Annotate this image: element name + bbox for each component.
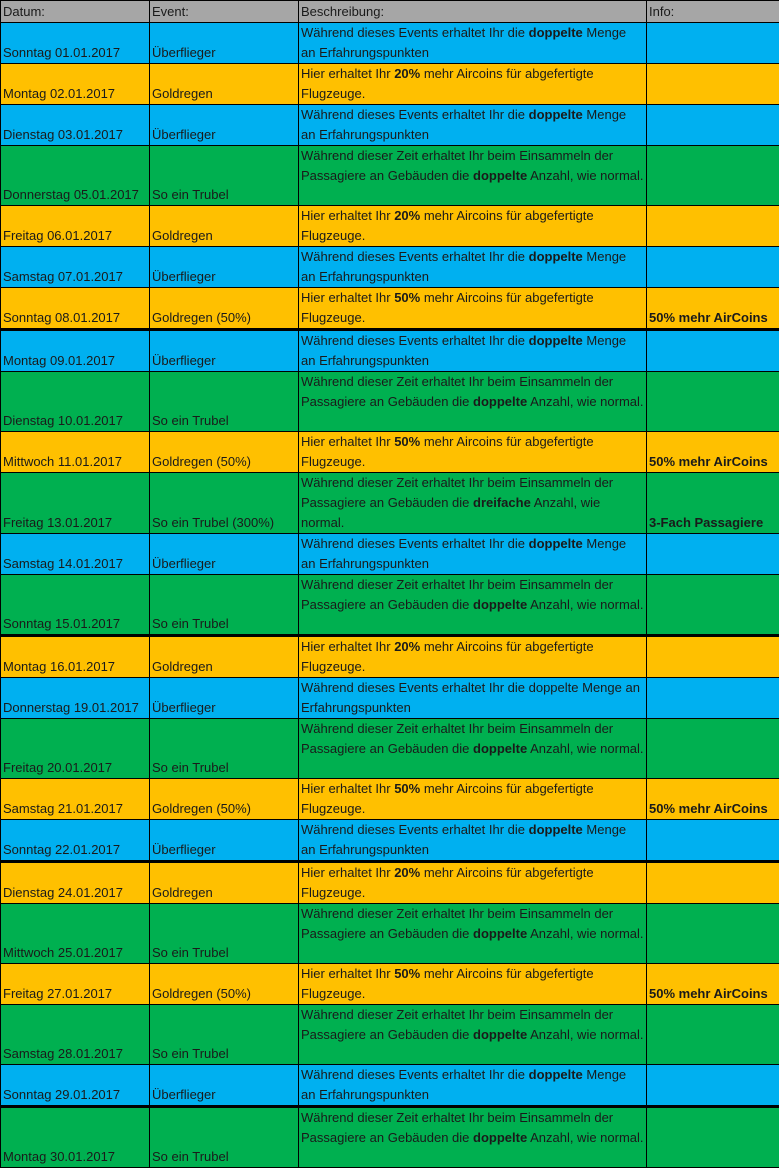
description-cell[interactable] (299, 575, 647, 636)
description-text: Hier erhaltet Ihr (301, 434, 394, 449)
description-text: Anzahl, wie normal. (527, 1027, 643, 1042)
date-cell[interactable]: Montag 30.01.2017 (1, 1107, 150, 1168)
description-text: Während dieser Zeit erhaltet Ihr beim Einsammeln der Passagiere an Gebäuden die (301, 475, 613, 510)
description-cell[interactable] (299, 432, 647, 473)
date-cell[interactable]: Mittwoch 25.01.2017 (1, 904, 150, 964)
description-text: Anzahl, wie normal. (527, 168, 643, 183)
info-cell[interactable]: 50% mehr AirCoins (647, 432, 779, 473)
description-highlight: doppelte (529, 1067, 583, 1082)
date-cell[interactable]: Montag 09.01.2017 (1, 330, 150, 372)
description-text: Während dieses Events erhaltet Ihr die (301, 333, 529, 348)
description-cell[interactable] (299, 64, 647, 105)
description-cell[interactable] (299, 1005, 647, 1065)
description-cell[interactable] (299, 23, 647, 64)
info-cell[interactable] (647, 330, 779, 372)
description-cell[interactable] (299, 534, 647, 575)
description-cell[interactable] (299, 964, 647, 1005)
event-cell[interactable]: Überflieger (150, 1065, 299, 1107)
date-cell[interactable]: Montag 02.01.2017 (1, 64, 150, 105)
info-cell[interactable]: 50% mehr AirCoins (647, 288, 779, 330)
description-text: mehr Aircoins für abgefertigte Flugzeuge. (301, 639, 594, 674)
description-highlight: dreifache (473, 495, 531, 510)
event-cell[interactable]: Überflieger (150, 23, 299, 64)
info-cell[interactable] (647, 719, 779, 779)
description-text: Während dieser Zeit erhaltet Ihr beim Einsammeln der Passagiere an Gebäuden die (301, 906, 613, 941)
info-cell[interactable] (647, 1065, 779, 1107)
event-cell[interactable]: Goldregen (50%) (150, 964, 299, 1005)
date-cell[interactable]: Freitag 20.01.2017 (1, 719, 150, 779)
table-row (1, 432, 779, 473)
description-cell[interactable] (299, 247, 647, 288)
info-cell[interactable] (647, 372, 779, 432)
table-row (1, 64, 779, 105)
info-cell[interactable]: 3-Fach Passagiere (647, 473, 779, 534)
description-cell[interactable] (299, 288, 647, 330)
header-row (1, 1, 779, 23)
description-text: Anzahl, wie normal. (301, 495, 600, 530)
info-cell[interactable] (647, 534, 779, 575)
info-cell[interactable] (647, 678, 779, 719)
description-cell[interactable] (299, 678, 647, 719)
description-cell[interactable] (299, 719, 647, 779)
description-text: Hier erhaltet Ihr (301, 290, 394, 305)
description-highlight: doppelte (473, 926, 527, 941)
event-cell[interactable]: So ein Trubel (300%) (150, 473, 299, 534)
table-row (1, 678, 779, 719)
event-cell[interactable]: Goldregen (150, 206, 299, 247)
description-highlight: doppelte (473, 168, 527, 183)
table-row (1, 820, 779, 862)
header-event[interactable]: Event: (150, 1, 299, 23)
description-text: Hier erhaltet Ihr (301, 639, 394, 654)
table-row (1, 372, 779, 432)
table-row (1, 1065, 779, 1107)
table-row (1, 862, 779, 904)
date-cell[interactable]: Samstag 07.01.2017 (1, 247, 150, 288)
description-highlight: doppelte (529, 249, 583, 264)
description-text: Menge an Erfahrungspunkten (301, 107, 626, 142)
info-cell[interactable] (647, 247, 779, 288)
table-row (1, 964, 779, 1005)
date-cell[interactable]: Freitag 13.01.2017 (1, 473, 150, 534)
description-highlight: doppelte (473, 1130, 527, 1145)
description-cell[interactable] (299, 105, 647, 146)
table-row (1, 146, 779, 206)
description-cell[interactable] (299, 330, 647, 372)
table-row (1, 534, 779, 575)
description-text: mehr Aircoins für abgefertigte Flugzeuge. (301, 865, 594, 900)
description-highlight: doppelte (473, 1027, 527, 1042)
description-text: mehr Aircoins für abgefertigte Flugzeuge. (301, 434, 594, 469)
description-highlight: 20% (394, 639, 420, 654)
description-cell[interactable] (299, 1065, 647, 1107)
description-text: Anzahl, wie normal. (527, 741, 643, 756)
description-text: Menge an Erfahrungspunkten (301, 536, 626, 571)
event-cell[interactable]: Goldregen (50%) (150, 288, 299, 330)
description-highlight: doppelte (529, 822, 583, 837)
description-text: Hier erhaltet Ihr (301, 66, 394, 81)
table-row (1, 206, 779, 247)
date-cell[interactable]: Sonntag 15.01.2017 (1, 575, 150, 636)
date-cell[interactable]: Dienstag 03.01.2017 (1, 105, 150, 146)
description-text: Anzahl, wie normal. (527, 1130, 643, 1145)
description-text: Während dieser Zeit erhaltet Ihr beim Einsammeln der Passagiere an Gebäuden die (301, 148, 613, 183)
table-row (1, 247, 779, 288)
event-cell[interactable]: Goldregen (50%) (150, 432, 299, 473)
description-highlight: doppelte (473, 741, 527, 756)
info-cell[interactable] (647, 636, 779, 678)
date-cell[interactable]: Donnerstag 19.01.2017 (1, 678, 150, 719)
description-highlight: 50% (394, 966, 420, 981)
description-highlight: doppelte (529, 25, 583, 40)
description-cell[interactable] (299, 636, 647, 678)
table-row (1, 636, 779, 678)
event-cell[interactable]: Überflieger (150, 247, 299, 288)
description-highlight: doppelte (529, 333, 583, 348)
date-cell[interactable]: Sonntag 08.01.2017 (1, 288, 150, 330)
event-cell[interactable]: Überflieger (150, 534, 299, 575)
date-cell[interactable]: Donnerstag 05.01.2017 (1, 146, 150, 206)
description-text: Menge an Erfahrungspunkten (301, 822, 626, 857)
description-text: Anzahl, wie normal. (527, 926, 643, 941)
description-text: Während dieser Zeit erhaltet Ihr beim Einsammeln der Passagiere an Gebäuden die (301, 1007, 613, 1042)
event-cell[interactable]: Goldregen (150, 64, 299, 105)
event-cell[interactable]: Überflieger (150, 330, 299, 372)
description-text: Während dieses Events erhaltet Ihr die doppelte Menge an Erfahrungspunkten (301, 680, 640, 715)
header-info[interactable]: Info: (647, 1, 779, 23)
event-cell[interactable]: Überflieger (150, 105, 299, 146)
description-highlight: 20% (394, 208, 420, 223)
description-cell[interactable] (299, 779, 647, 820)
description-cell[interactable] (299, 904, 647, 964)
info-cell[interactable] (647, 1107, 779, 1168)
description-highlight: 50% (394, 290, 420, 305)
info-cell[interactable] (647, 64, 779, 105)
description-highlight: 50% (394, 781, 420, 796)
date-cell[interactable]: Samstag 21.01.2017 (1, 779, 150, 820)
event-cell[interactable]: Goldregen (150, 636, 299, 678)
event-cell[interactable]: So ein Trubel (150, 372, 299, 432)
description-cell[interactable] (299, 473, 647, 534)
description-text: Anzahl, wie normal. (527, 597, 643, 612)
table-row (1, 779, 779, 820)
date-cell[interactable]: Sonntag 22.01.2017 (1, 820, 150, 862)
description-text: Während dieser Zeit erhaltet Ihr beim Einsammeln der Passagiere an Gebäuden die (301, 577, 613, 612)
description-text: Hier erhaltet Ihr (301, 208, 394, 223)
description-text: mehr Aircoins für abgefertigte Flugzeuge. (301, 781, 594, 816)
event-cell[interactable]: So ein Trubel (150, 1107, 299, 1168)
info-cell[interactable] (647, 23, 779, 64)
description-text: Hier erhaltet Ihr (301, 781, 394, 796)
description-highlight: 20% (394, 66, 420, 81)
event-cell[interactable]: So ein Trubel (150, 575, 299, 636)
description-text: Hier erhaltet Ihr (301, 865, 394, 880)
table-row (1, 1107, 779, 1168)
date-cell[interactable]: Dienstag 10.01.2017 (1, 372, 150, 432)
info-cell[interactable] (647, 206, 779, 247)
info-cell[interactable] (647, 820, 779, 862)
description-text: mehr Aircoins für abgefertigte Flugzeuge. (301, 290, 594, 325)
date-cell[interactable]: Samstag 28.01.2017 (1, 1005, 150, 1065)
description-text: Während dieses Events erhaltet Ihr die (301, 25, 529, 40)
description-cell[interactable] (299, 1107, 647, 1168)
info-cell[interactable]: 50% mehr AirCoins (647, 779, 779, 820)
info-cell[interactable] (647, 862, 779, 904)
event-cell[interactable]: Überflieger (150, 820, 299, 862)
description-cell[interactable] (299, 862, 647, 904)
description-text: Während dieses Events erhaltet Ihr die (301, 536, 529, 551)
event-cell[interactable]: So ein Trubel (150, 719, 299, 779)
info-cell[interactable] (647, 1005, 779, 1065)
description-cell[interactable] (299, 820, 647, 862)
table-row (1, 1005, 779, 1065)
info-cell[interactable] (647, 575, 779, 636)
date-cell[interactable]: Samstag 14.01.2017 (1, 534, 150, 575)
description-highlight: 50% (394, 434, 420, 449)
header-date[interactable]: Datum: (1, 1, 150, 23)
description-text: Während dieses Events erhaltet Ihr die (301, 1067, 529, 1082)
description-cell[interactable] (299, 146, 647, 206)
description-highlight: 20% (394, 865, 420, 880)
description-cell[interactable] (299, 372, 647, 432)
table-row (1, 473, 779, 534)
date-cell[interactable]: Mittwoch 11.01.2017 (1, 432, 150, 473)
event-cell[interactable]: So ein Trubel (150, 1005, 299, 1065)
description-text: Während dieses Events erhaltet Ihr die (301, 822, 529, 837)
description-text: mehr Aircoins für abgefertigte Flugzeuge. (301, 966, 594, 1001)
table-row (1, 575, 779, 636)
table-row (1, 105, 779, 146)
description-text: Anzahl, wie normal. (527, 394, 643, 409)
description-text: Menge an Erfahrungspunkten (301, 25, 626, 60)
date-cell[interactable]: Montag 16.01.2017 (1, 636, 150, 678)
info-cell[interactable] (647, 904, 779, 964)
description-highlight: doppelte (529, 107, 583, 122)
description-text: Während dieses Events erhaltet Ihr die (301, 107, 529, 122)
header-description[interactable]: Beschreibung: (299, 1, 647, 23)
event-cell[interactable]: Überflieger (150, 678, 299, 719)
description-highlight: doppelte (473, 597, 527, 612)
date-cell[interactable]: Sonntag 01.01.2017 (1, 23, 150, 64)
table-row (1, 904, 779, 964)
event-cell[interactable]: Goldregen (50%) (150, 779, 299, 820)
description-text: mehr Aircoins für abgefertigte Flugzeuge. (301, 66, 594, 101)
date-cell[interactable]: Freitag 06.01.2017 (1, 206, 150, 247)
table-row (1, 288, 779, 330)
description-text: mehr Aircoins für abgefertigte Flugzeuge. (301, 208, 594, 243)
description-text: Menge an Erfahrungspunkten (301, 333, 626, 368)
description-highlight: doppelte (473, 394, 527, 409)
description-cell[interactable] (299, 206, 647, 247)
description-text: Während dieser Zeit erhaltet Ihr beim Einsammeln der Passagiere an Gebäuden die (301, 374, 613, 409)
description-text: Menge an Erfahrungspunkten (301, 249, 626, 284)
table-row (1, 719, 779, 779)
table-row (1, 23, 779, 64)
description-text: Hier erhaltet Ihr (301, 966, 394, 981)
info-cell[interactable] (647, 146, 779, 206)
date-cell[interactable]: Freitag 27.01.2017 (1, 964, 150, 1005)
event-cell[interactable]: So ein Trubel (150, 146, 299, 206)
description-text: Menge an Erfahrungspunkten (301, 1067, 626, 1102)
date-cell[interactable]: Dienstag 24.01.2017 (1, 862, 150, 904)
description-text: Während dieser Zeit erhaltet Ihr beim Einsammeln der Passagiere an Gebäuden die (301, 721, 613, 756)
description-text: Während dieses Events erhaltet Ihr die (301, 249, 529, 264)
table-row (1, 330, 779, 372)
event-cell[interactable]: So ein Trubel (150, 904, 299, 964)
event-cell[interactable]: Goldregen (150, 862, 299, 904)
date-cell[interactable]: Sonntag 29.01.2017 (1, 1065, 150, 1107)
description-highlight: doppelte (529, 536, 583, 551)
description-text: Während dieser Zeit erhaltet Ihr beim Einsammeln der Passagiere an Gebäuden die (301, 1110, 613, 1145)
info-cell[interactable] (647, 105, 779, 146)
info-cell[interactable]: 50% mehr AirCoins (647, 964, 779, 1005)
